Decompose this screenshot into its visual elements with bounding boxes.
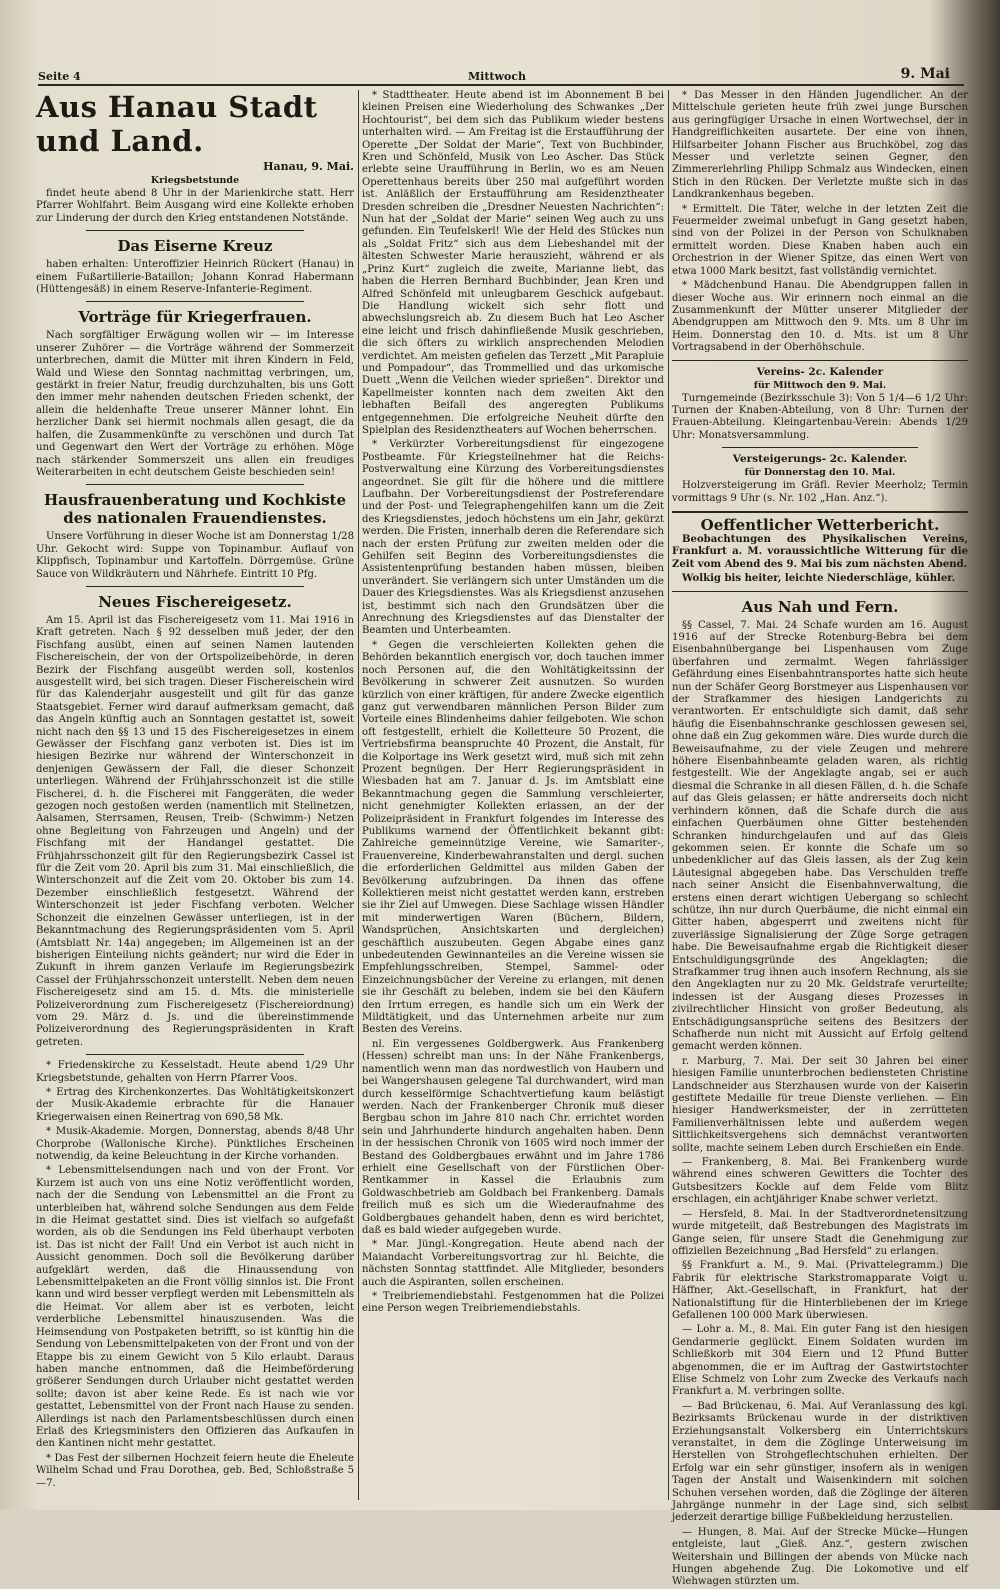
page-header — [38, 66, 964, 86]
section-title: Neues Fischereigesetz. — [98, 592, 292, 611]
header-rule — [38, 84, 964, 86]
calendar-text: Turngemeinde (Bezirksschule 3): Von 5 1/4—6 1/2 Uhr: Turnen der Knaben-Abteilung, von 8 Uhr: Turnen der Frauen-Abteilung. Kleingartenbau-Verein: Abends 1/29 Uhr: Monatsversammlung. — [672, 392, 968, 441]
divider — [722, 447, 918, 448]
calendar-title: Versteigerungs- 2c. Kalender. — [732, 453, 908, 466]
column-2 — [362, 90, 664, 1508]
news-item: * Lebensmittelsendungen nach und von der Front. Vor Kurzem ist auch von uns eine Notiz veröffentlicht worden, nach der die Sendung von Lebensmittel an die Front zu unterbleiben hat, während solche Sendungen aus dem Felde in die Heimat gestattet sind. Dies ist vielfach so aufgefaßt worden, als ob die Sendungen ins Feld überhaupt verboten ist. Das ist nicht der Fall! Und ein Verbot ist auch nicht in Aussicht genommen. Doch soll die Bevölkerung darüber aufgeklärt werden, daß die Hinaussendung von Lebensmittelpaketen an die Front völlig sinnlos ist. Die Front kann und wird besser verpflegt werden mit Lebensmitteln als die Heimat. Vor allem aber ist es verboten, leicht verderbliche Lebensmittel hinauszusenden. Was die Heimsendung von Postpaketen betrifft, so ist künftig hin die Sendung von Lebensmittelpaketen von der Front und von der Etappe bis zu einem Gewicht von 5 Kilo erlaubt. Daraus haben manche entnommen, daß die Heimbeförderung größerer Sendungen durch Urlauber nicht gestattet werden sollte; davon ist aber keine Rede. Es ist nach wie vor gestattet, Lebensmittel von der Front nach Hause zu senden. Allerdings ist nach den Parlamentsbeschlüssen durch einen Erlaß des Kriegsministers den Offizieren das Aufkaufen in den Kantinen nicht mehr gestattet. — [36, 1165, 354, 1450]
news-item: * Ermittelt. Die Täter, welche in der letzten Zeit die Feuermelder zweimal unbefugt in Gang gesetzt haben, sind von der Polizei in der Person von Schulknaben ermittelt worden. Diese Knaben haben auch ein Orchestrion in der Wiener Spitze, das einen Wert von etwa 1000 Mark besitzt, fast vollständig vernichtet. — [672, 203, 968, 277]
news-item: * Musik-Akademie. Morgen, Donnerstag, abends 8/48 Uhr Chorprobe (Wallonische Kirche). Pünktliches Erscheinen notwendig, da keine Beleuchtung in der Kirche vorhanden. — [36, 1126, 354, 1162]
calendar-subtitle: für Mittwoch den 9. Mai. — [753, 379, 887, 391]
page-number: Seite 4 — [38, 70, 81, 83]
news-item: * Mädchenbund Hanau. Die Abendgruppen fallen in dieser Woche aus. Wir erinnern noch einmal an die Zusammenkunft der Mütter unserer Mitglieder der Abendgruppen am Mittwoch den 9. Mts. um 8 Uhr im Heim. Donnerstag den 10. d. Mts. ist um 8 Uhr Vortragsabend in der Oberhöhschule. — [672, 280, 968, 354]
column-divider — [668, 90, 669, 1500]
news-item: * Verkürzter Vorbereitungsdienst für eingezogene Postbeamte. Für Kriegsteilnehmer hat die Reichs-Postverwaltung eine Kürzung des Vorbereitungsdienstes angeordnet. Sie gilt für die höhere und die mittlere Laufbahn. Der Vorbereitungsdienst der Postreferendare und der Post- und Telegraphengehilfen kann um die Zeit des Kriegsdienstes, jedoch höchstens um ein Jahr, gekürzt werden. Die Fristen, innerhalb deren die Referendare sich nach der ersten Prüfung zur zweiten melden oder die Gehilfen seit Beginn des Vorbereitungsdienstes die Assistentenprüfung bestanden haben müssen, bleiben unverändert. Sie verlängern sich unter Umständen um die Dauer des Kriegsdienstes. Was als Kriegsdienst anzusehen ist, bestimmt sich nach den Grundsätzen über die Anrechnung des Kriegsdienstes auf das Dienstalter der Beamten und Unterbeamten. — [362, 439, 664, 637]
news-item: * Gegen die verschleierten Kollekten gehen die Behörden bekanntlich energisch vor, doch tauchen immer noch Personen auf, die den Wohltätigkeitssinn der Bevölkerung in schwerer Zeit ausnutzen. So wurden kürzlich von einer kräftigen, für andere Zwecke eigentlich ganz gut verwendbaren männlichen Person Bilder zum Vorteile eines Blindenheims dahier feilgeboten. Wie schon oft festgestellt, erhielt die Kolletteure 50 Prozent, die Vertriebsfirma beanspruchte 40 Prozent, die Anstalt, für die Kolportage ins Werk gesetzt wird, muß sich mit zehn Prozent begnügen. Der Herr Regierungspräsident in Wiesbaden hat am 7. Januar d. Js. im Amtsblatt eine Bekanntmachung gegen die Sammlung verschleierter, nicht genehmigter Kollekten erlassen, an der der Polizeipräsident in Frankfurt folgendes im Interesse des Publikums warnend der Öffentlichkeit bekannt gibt: Zahlreiche gemeinnützige Vereine, wie Samariter-, Frauenvereine, Kinderbewahranstalten und dergl. suchen die erforderlichen Geldmittel aus milden Gaben der Bevölkerung aufzubringen. Da ihnen das offene Kollektieren meist nicht gestattet werden kann, erstreben sie ihr Ziel auf Umwegen. Diese Sachlage wissen Händler mit minderwertigen Waren (Büchern, Bildern, Wandsprüchen, Ansichtskarten und dergleichen) geschäftlich auszubeuten. Gegen Abgabe eines ganz unbedeutenden Gewinnanteiles an die Vereine wissen sie Empfehlungsschreiben, Stempel, Sammel- oder Einzeichnungsbücher der Vereine zu erlangen, mit denen sie ihr Geschäft zu beleben, indem sie bei den Käufern den Irrtum erregen, es handle sich um ein Werk der Mildtätigkeit, und das Unternehmen arbeite nur zum Besten des Vereins. — [362, 639, 664, 1036]
header-date: 9. Mai — [900, 66, 950, 82]
divider — [86, 586, 304, 587]
weather-text: Beobachtungen des Physikalischen Vereins, Frankfurt a. M. voraussichtliche Witterung für die Zeit vom Abend des 9. Mai bis zum nächsten Abend. — [672, 533, 968, 570]
news-item: * Friedenskirche zu Kesselstadt. Heute abend 1/29 Uhr Kriegsbetstunde, gehalten von Herrn Pfarrer Voos. — [36, 1060, 354, 1084]
divider — [672, 360, 968, 361]
news-item: * Mar. Jüngl.-Kongregation. Heute abend nach der Maiandacht Vorbereitungsvortrag zur hl. Beichte, die nächsten Sonntag stattfindet. Alle Mitglieder, besonders auch die Aspiranten, sollen erscheinen. — [362, 1239, 664, 1288]
header-day: Mittwoch — [468, 70, 527, 83]
weather-title: Oeffentlicher Wetterbericht. — [700, 515, 940, 534]
news-item: — Hungen, 8. Mai. Auf der Strecke Mücke—Hungen entgleiste, laut „Gieß. Anz.“, gestern zwischen Weitershain und Billingen der abends von Mücke nach Hungen abgehende Zug. Die Lokomotive und elf Wiehwagen stürzten um. — [672, 1526, 968, 1588]
divider — [86, 301, 304, 302]
column-1 — [36, 90, 354, 1508]
news-item: nl. Ein vergessenes Goldbergwerk. Aus Frankenberg (Hessen) schreibt man uns: In der Nähe Frankenbergs, namentlich wenn man das nordwestlich von Haubern und bei Wangershausen gelegene Tal durchwandert, wird man durch kesselförmige Schachtvertiefung kaum belästigt werden. Nach der Frankenberger Chronik muß dieser Bergbau schon im Jahre 810 nach Chr. errichtet worden sein und Jahrhunderte hindurch angehalten haben. Denn in der hessischen Chronik von 1605 wird noch immer der Bestand des Goldbergbaues erwähnt und im Jahre 1786 erhielt eine Gesellschaft von der Fürstlichen Ober-Rentkammer in Kassel die Erlaubnis zum Goldwaschbetrieb am Goldbach bei Frankenberg. Damals freilich muß es sich um die Wiederaufnahme des Goldbergbaues gehandelt haben, denn es wird berichtet, daß es bald wieder aufgegeben wurde. — [362, 1038, 664, 1236]
news-item: §§ Cassel, 7. Mai. 24 Schafe wurden am 16. August 1916 auf der Strecke Rotenburg-Bebra bei dem Eisenbahnübergange bei Lispenhausen vom Zuge überfahren und zermalmt. Wegen fahrlässiger Gefährdung eines Eisenbahntransportes hatte sich heute nun der Schäfer Georg Borstmeyer aus Lispenhausen vor der Strafkammer des hiesigen Landgerichts zu verantworten. Er entschuldigte sich damit, daß sehr häufig die Eisenbahnschranke geschlossen gewesen sei, ohne daß ein Zug gekommen wäre. Dies wurde durch die Beweisaufnahme, zu der viele Zeugen und mehrere höhere Eisenbahnbeamte geladen waren, als richtig festgestellt. Wie der Angeklagte angab, sei er auch diesmal die Schranke in all diesen Fällen, d. h. die Schafe auf das Gleis gelassen; er hätte andrerseits doch nicht verhindern können, daß die Schafe durch die aus einfachen Querbäumen ohne Gitter bestehenden Schranken hindurchgelaufen und auf das Gleis gekommen seien. Er konnte die Schafe um so unbedenklicher auf das Gleis lassen, als der Zug kein Läutesignal abgegeben habe. Das Verschulden treffe nach seiner Ansicht die Eisenbahnverwaltung, die erstens einen derart wichtigen Uebergang so schlecht schütze, ihn nur durch Querbäume, die nicht einmal ein Gitter haben, abgesperrt und zweitens nicht für zuverlässige Signalisierung der Züge Sorge getragen habe. Die Beweisaufnahme ergab die Richtigkeit dieser Entschuldigungsgründe des Angeklagten; die Strafkammer trug ihnen auch insofern Rechnung, als sie den Angeklagten nur zu 20 Mk. Geldstrafe verurteilte; indessen ist der Ausgang dieses Prozesses in zivilrechtlicher Hinsicht von großer Bedeutung, als Entschädigungsansprüche seitens des Besitzers der Schafherde nun nicht mit Aussicht auf Erfolg geltend gemacht werden können. — [672, 619, 968, 1053]
article-text: Am 15. April ist das Fischereigesetz vom 11. Mai 1916 in Kraft getreten. Nach § 92 desselben muß jeder, der den Fischfang ausübt, einen auf seinen Namen lautenden Fischereischein, der von der Ortspolizeibehörde, in deren Bezirk der Fischfang ausgeübt werden soll, kostenlos ausgestellt wird, bei sich tragen. Dieser Fischereischein wird für das Kalenderjahr ausgestellt und gilt für das ganze Staatsgebiet. Ferner wird darauf aufmerksam gemacht, daß das Angeln künftig auch an Sonntagen gestattet ist, soweit nicht nach den §§ 13 und 15 des Fischereigesetzes in einem Gewässer der Fischfang ganz verboten ist. Dies ist im hiesigen Bezirke nur während der Winterschonzeit in denjenigen Gewässern der Fall, die dieser Schonzeit unterliegen. Während der Frühjahrsschonzeit ist die stille Fischerei, d. h. die Fischerei mit Fanggeräten, die weder gezogen noch gestoßen werden (namentlich mit Stellnetzen, Aalsamen, Sterrsamen, Reusen, Treib- (Schwimm-) Netzen ohne Begleitung von Fahrzeugen und Angeln) und der Fischfang mit der Handangel gestattet. Die Frühjahrsschonzeit gilt für den Regierungsbezirk Cassel ist für die Zeit vom 20. April bis zum 31. Mai einschließlich, die Winterschonzeit auf die Zeit vom 20. Oktober bis zum 14. Dezember einschließlich festgesetzt. Während der Winterschonzeit ist jeder Fischfang verboten. Welcher Schonzeit die einzelnen Gewässer unterliegen, ist in der Bekanntmachung des Regierungspräsidenten vom 5. April (Amtsblatt Nr. 14a) angegeben; im Allgemeinen ist an der bisherigen Einteilung nichts geändert; nur wird die Eder in Zukunft in ihrem ganzen Verlaufe im Regierungsbezirk Cassel der Frühjahrsschonzeit unterstellt. Neben dem neuen Fischereigesetz sind am 15. d. Mts. die ministerielle Polizeiverordnung zum Fischereigesetz (Fischereiordnung) vom 29. März d. Js. und die übereinstimmende Polizeiverordnung des Regierungspräsidenten in Kraft getreten. — [36, 614, 354, 1048]
weather-report — [672, 511, 968, 592]
divider — [86, 484, 304, 485]
masthead: Aus Hanau Stadt und Land. — [36, 90, 318, 158]
news-item: — Bad Brückenau, 6. Mai. Auf Veranlassung des kgl. Bezirksamts Brückenau wurde in der distriktiven Erziehungsanstalt Volkersberg ein Unterrichtskurs veranstaltet, in dem die Zöglinge Unterweisung im Herstellen von Strohgeflechtschuhen erhielten. Der Erfolg war ein sehr günstiger, insofern als in wenigen Tagen der Anstalt und Waisenkindern mit solchen Schuhen versehen worden, daß die Zöglinge der älteren Jahrgänge nunmehr in der Lage sind, sich selbst jederzeit derartige billige Fußbekleidung herzustellen. — [672, 1400, 968, 1524]
news-item: * Ertrag des Kirchenkonzertes. Das Wohltätigkeitskonzert der Musik-Akademie erbrachte für die Hanauer Kriegerwaisen einen Reinertrag von 690,58 Mk. — [36, 1086, 354, 1123]
news-item: — Hersfeld, 8. Mai. In der Stadtverordnetensitzung wurde mitgeteilt, daß Bestrebungen des Magistrats im Gange seien, für unsere Stadt die Genehmigung zur offiziellen Bezeichnung „Bad Hersfeld“ zu erlangen. — [672, 1208, 968, 1257]
news-item: — Lohr a. M., 8. Mai. Ein guter Fang ist den hiesigen Gendarmerie geglückt. Einem Soldaten wurden im Schließkorb mit 304 Eiern und 12 Pfund Butter abgenommen, die er im Auftrag der Gastwirtstochter Elise Schmelz von Lohr zum Zwecke des Verkaufs nach Frankfurt a. M. verbringen sollte. — [672, 1324, 968, 1398]
divider — [86, 230, 304, 231]
column-divider — [358, 90, 359, 1500]
article-text: findet heute abend 8 Uhr in der Marienkirche statt. Herr Pfarrer Wohlfahrt. Beim Ausgang wird eine Kollekte erhoben zur Linderung der durch den Krieg entstandenen Notstände. — [36, 188, 354, 224]
dateline: Hanau, 9. Mai. — [263, 160, 354, 173]
section-title: Aus Nah und Fern. — [741, 597, 899, 616]
news-item: * Treibriemendiebstahl. Festgenommen hat die Polizei eine Person wegen Treibriemendiebstahls. — [362, 1291, 664, 1315]
section-title: Das Eiserne Kreuz — [117, 237, 273, 256]
article-text: Unsere Vorführung in dieser Woche ist am Donnerstag 1/28 Uhr. Gekocht wird: Suppe von Topinambur. Auflauf von Klippfisch, Topinambur und Kartoffeln. Dörrgemüse. Grüne Sauce von Wildkräutern und Nährhefe. Eintritt 10 Pfg. — [36, 531, 354, 580]
news-item: §§ Frankfurt a. M., 9. Mai. (Privattelegramm.) Die Fabrik für elektrische Starkstromapparate Voigt u. Häffner, Akt.-Gesellschaft, in Frankfurt, hat der Nationalstiftung für die Hinterbliebenen der im Kriege Gefallenen 100 000 Mark überwiesen. — [672, 1260, 968, 1321]
section-title: Kriegsbetstunde — [150, 175, 240, 186]
news-item: — Frankenberg, 8. Mai. Bei Frankenberg wurde während eines schweren Gewitters die Tochter des Gutsbesitzers Kockle auf dem Felde vom Blitz erschlagen, ein achtjähriger Knabe schwer verletzt. — [672, 1157, 968, 1206]
article-text: Nach sorgfältiger Erwägung wollen wir — im Interesse unserer Zuhörer — die Vorträge während der Sommerzeit unterbrechen, damit die Mütter mit ihren Kindern in Feld, Wald und Wiese den Sonntag nachmittag verbringen, um, gestärkt in freier Natur, freudig durchzuhalten, bis uns Gott den immer mehr nahenden deutschen Frieden schenkt, der allein die heldenhafte Treue unserer Männer lohnt. Ein herzlicher Dank sei hiermit nochmals allen gesagt, die da halfen, die Zusammenkünfte zu verschönen und durch Tat und Gegenwart den Wert der Vorträge zu erhöhen. Möge nach stärkender Sommerszeit uns allen ein freudiges Weiterarbeiten in echt deutschem Geiste beschieden sein! — [36, 330, 354, 478]
column-3 — [672, 90, 968, 1588]
section-title: Hausfrauenberatung und Kochkiste des nationalen Frauendienstes. — [43, 491, 347, 528]
news-item: r. Marburg, 7. Mai. Der seit 30 Jahren bei einer hiesigen Familie ununterbrochen bediensteten Christine Landschneider aus Sterzhausen wurde von der Kaiserin gestiftete Medaille für treue Dienste verliehen. — Ein hiesiger Handwerksmeister, der in zerrütteten Familienverhältnissen lebte und außerdem wegen Sittlichkeitsvergehens sich demnächst verantworten sollte, machte seinem Leben durch Erschießen ein Ende. — [672, 1055, 968, 1154]
calendar-text: Holzversteigerung im Gräfl. Revier Meerholz; Termin vormittags 9 Uhr (s. Nr. 102 „Han. Anz.“). — [672, 480, 968, 504]
news-item: * Das Messer in den Händen Jugendlicher. An der Mittelschule gerieten heute früh zwei junge Burschen aus geringfügiger Ursache in einen Wortwechsel, der in Handgreiflichkeiten ausartete. Der eine von ihnen, Hilfsarbeiter Johann Fischer aus Bruchköbel, zog das Messer und verletzte seinen Gegner, den Zimmererlehrling Philipp Schmalz aus Windecken, einen Stich in den Rücken. Der Verletzte mußte sich in das Landkrankenhaus begeben. — [672, 90, 968, 201]
weather-forecast: Wolkig bis heiter, leichte Niederschläge, kühler. — [682, 573, 956, 585]
article-text: haben erhalten: Unteroffizier Heinrich Rückert (Hanau) in einem Fußartillerie-Bataillon; Johann Konrad Habermann (Hüttengesäß) in einem Reserve-Infanterie-Regiment. — [36, 259, 354, 296]
calendar-title: Vereins- 2c. Kalender — [756, 365, 884, 378]
divider — [86, 1054, 304, 1055]
news-item: * Stadttheater. Heute abend ist im Abonnement B bei kleinen Preisen eine Wiederholung des Schwankes „Der Hochtourist“, bei dem sich das Publikum wieder bestens unterhalten wird. — Am Freitag ist die Erstaufführung der Operette „Der Soldat der Marie“, Text von Buchbinder, Kren und Schönfeld, Musik von Leo Ascher. Das Stück erlebte seine Uraufführung in Berlin, wo es am Neuen Operettenhaus bereits über 250 mal aufgeführt worden ist. Anläßlich der Erstaufführung am Residenztheater Dresden schreiben die „Dresdner Neuesten Nachrichten“: Nun hat der „Soldat der Marie“ seinen Weg auch zu uns gefunden. Ein Teufelskerl! Wie der Held des Stückes nun als „Soldat Fritz“ sich aus dem Liebeshandel mit der ältesten Schwester Marie herauszieht, während er als „Prinz Kurt“ zugleich die zweite, Marianne liebt, das haben die Herren Bernhard Buchbinder, Jean Kren und Alfred Schönfeld mit unleugbarem Geschick aufgebaut. Die Handlung wickelt sich sehr flott und abwechslungsreich ab. Zu diesem Buch hat Leo Ascher eine leicht und frisch dahinfließende Musik geschrieben, die sich öfters zu wirklich ansprechenden Melodien verdichtet. Am meisten gefielen das Terzett „Mit Parapluie und Pompadour“, das Trommellied und das urkomische Duett „Wenn die Veilchen wieder sprießen“. Direktor und Kapellmeister konnten nach dem zweiten Akt den lebhaften Beifall des angeregten Publikums entgegennehmen. Die erfolgreiche Neuheit dürfte den Spielplan des Residenztheaters auf Wochen beherrschen. — [362, 90, 664, 436]
calendar-subtitle: für Donnerstag den 10. Mai. — [744, 467, 896, 479]
section-title: Vorträge für Kriegerfrauen. — [78, 308, 312, 327]
news-item: * Das Fest der silbernen Hochzeit feiern heute die Eheleute Wilhelm Schad und Frau Dorothea, geb. Bed, Schloßstraße 5—7. — [36, 1452, 354, 1489]
